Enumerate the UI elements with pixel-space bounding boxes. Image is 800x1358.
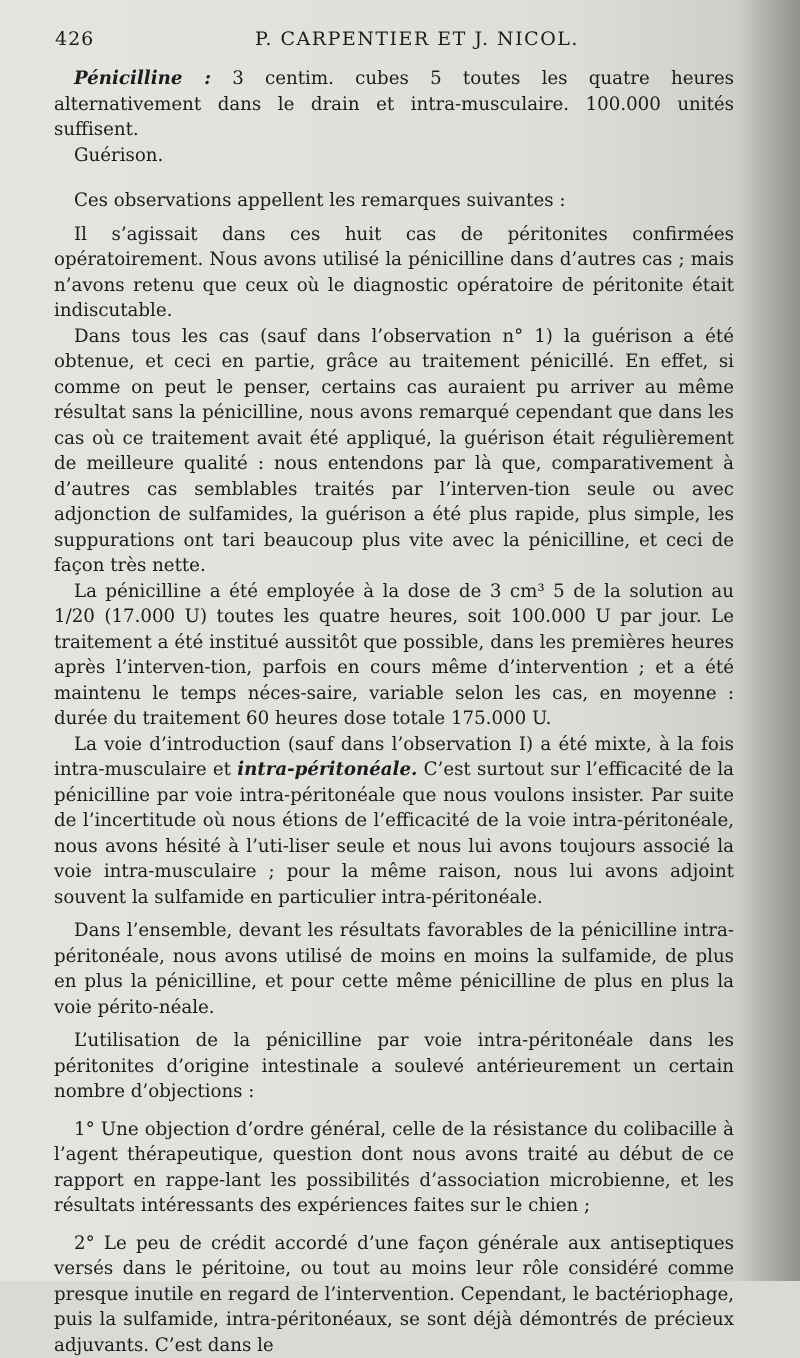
body-text (54, 66, 734, 1358)
paragraph-voie-introduction (54, 732, 734, 911)
paragraph-objection-1: 1° Une objection d’ordre général, celle de la résistance du colibacille à l’agent thérapeutique, question dont nous avons traité au début de ce rapport en rappe-lant les possibilités d’association microbienne, et les résultats intéressants des expériences faites sur le chien ; (54, 1117, 734, 1219)
voie-text-a: La voie d’introduction (sauf dans l’observation I) a été mixte, à la fois intra-musculaire et (54, 734, 734, 781)
penicilline-text: 3 centim. cubes 5 toutes les quatre heures alternativement dans le drain et intra-musculaire. 100.000 unités suffisent. (54, 68, 734, 140)
paragraph-ensemble: Dans l’ensemble, devant les résultats favorables de la pénicilline intra-péritonéale, nous avons utilisé de moins en moins la sulfamide, de plus en plus la pénicilline, et pour cette même pénicilline de plus en plus la voie périto-néale. (54, 918, 734, 1020)
voie-text-b: C’est surtout sur l’efficacité de la pénicilline par voie intra-péritonéale que nous voulons insister. Par suite de l’incertitude où nous étions de l’efficacité de la voie intra-péritonéale, nous avons hésité à l’uti-liser seule et nous lui avons toujours associé la voie intra-musculaire ; pour la même raison, nous lui avons adjoint souvent la sulfamide en particulier intra-péritonéale. (54, 759, 734, 908)
paragraph-objection-2: 2° Le peu de crédit accordé d’une façon générale aux antiseptiques versés dans le péritoine, ou tout au moins leur rôle considéré comme presque inutile en regard de l’intervention. Cependant, le bactériophage, puis la sulfamide, intra-péritonéaux, se sont déjà démontrés de précieux adjuvants. C’est dans le (54, 1231, 734, 1358)
page-number: 426 (55, 28, 94, 50)
penicilline-label: Pénicilline : (74, 68, 211, 89)
voie-italic: intra-péritonéale. (237, 759, 417, 780)
paragraph-remarques: Ces observations appellent les remarques suivantes : (54, 188, 734, 214)
paragraph-objections: L’utilisation de la pénicilline par voie intra-péritonéale dans les péritonites d’origine intestinale a soulevé antérieurement un certain nombre d’objections : (54, 1028, 734, 1105)
running-head: P. CARPENTIER ET J. NICOL. (255, 28, 579, 50)
paragraph-guerison: Guérison. (54, 143, 734, 169)
paragraph-huit-cas: Il s’agissait dans ces huit cas de péritonites confirmées opératoirement. Nous avons utilisé la pénicilline dans d’autres cas ; mais n’avons retenu que ceux où le diagnostic opératoire de péritonite était indiscutable. (54, 222, 734, 324)
paragraph-penicilline-dose (54, 66, 734, 143)
paragraph-guerison-obtenue: Dans tous les cas (sauf dans l’observation n° 1) la guérison a été obtenue, et ceci en partie, grâce au traitement pénicillé. En effet, si comme on peut le penser, certains cas auraient pu arriver au même résultat sans la pénicilline, nous avons remarqué cependant que dans les cas où ce traitement avait été appliqué, la guérison était régulièrement de meilleure qualité : nous entendons par là que, comparativement à d’autres cas semblables traités par l’interven-tion seule ou avec adjonction de sulfamides, la guérison a été plus rapide, plus simple, les suppurations ont tari beaucoup plus vite avec la pénicilline, et ceci de façon très nette. (54, 324, 734, 579)
paragraph-dose: La pénicilline a été employée à la dose de 3 cm³ 5 de la solution au 1/20 (17.000 U) toutes les quatre heures, soit 100.000 U par jour. Le traitement a été institué aussitôt que possible, dans les premières heures après l’interven-tion, parfois en cours même d’intervention ; et a été maintenu le temps néces-saire, variable selon les cas, en moyenne : durée du traitement 60 heures dose totale 175.000 U. (54, 579, 734, 732)
page-header (55, 28, 730, 54)
